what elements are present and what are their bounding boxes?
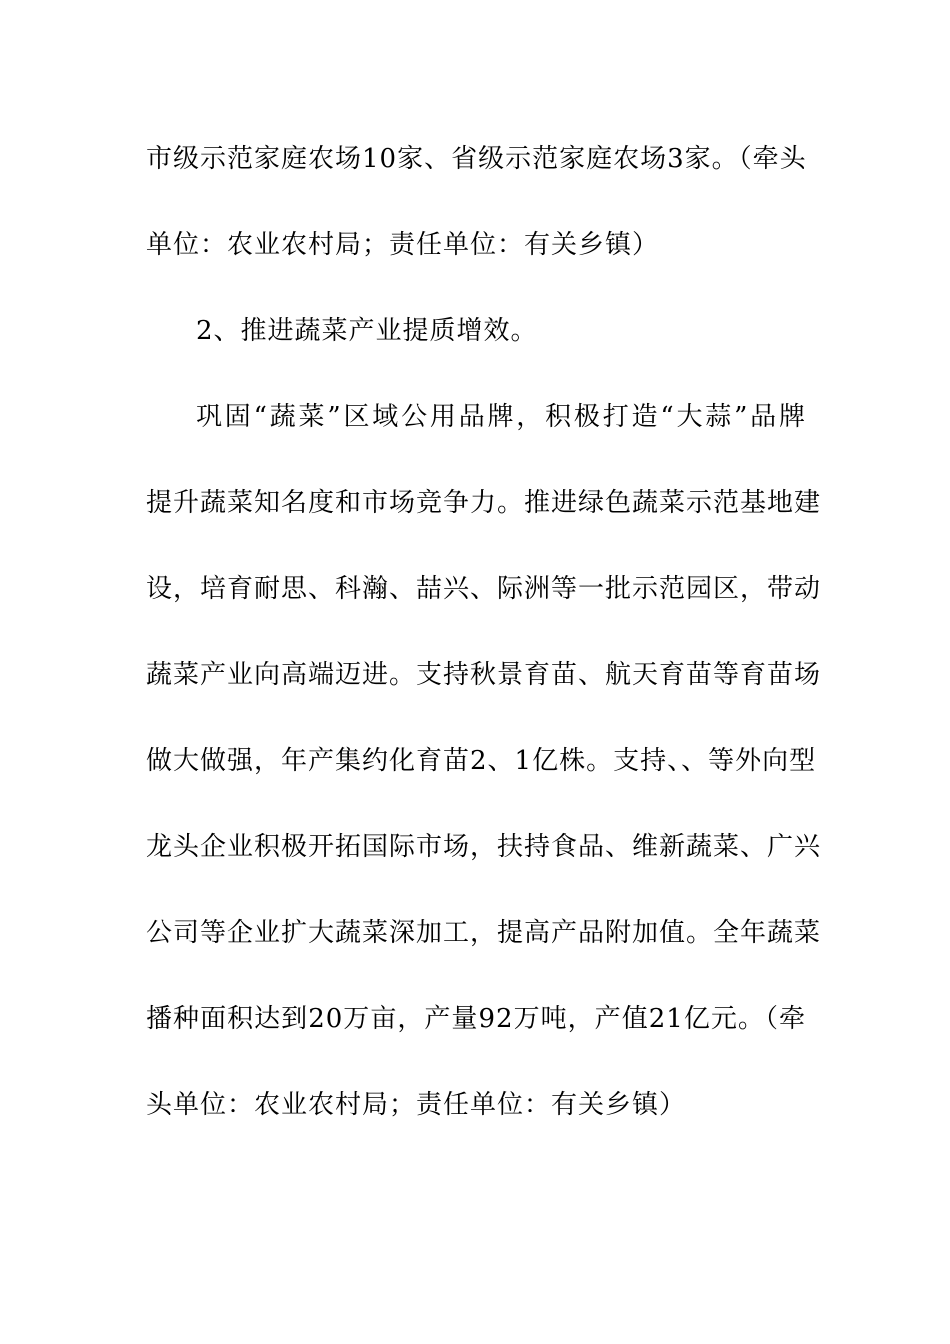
text-line: 做大做强，年产集约化育苗2、1亿株。支持、、等外向型 <box>146 746 817 776</box>
text-line: 巩固“蔬菜”区域公用品牌，积极打造“大蒜”品牌 <box>196 402 806 432</box>
text-line: 单位：农业农村局；责任单位：有关乡镇） <box>146 230 660 260</box>
text-line: 设，培育耐思、科瀚、喆兴、际洲等一批示范园区，带动 <box>146 574 822 604</box>
section-heading: 2、推进蔬菜产业提质增效。 <box>196 316 538 346</box>
text-line: 头单位：农业农村局；责任单位：有关乡镇） <box>146 1090 687 1120</box>
text-line: 公司等企业扩大蔬菜深加工，提高产品附加值。全年蔬菜 <box>146 918 822 948</box>
text-line: 龙头企业积极开拓国际市场，扶持食品、维新蔬菜、广兴 <box>146 832 822 862</box>
text-line: 提升蔬菜知名度和市场竞争力。推进绿色蔬菜示范基地建 <box>146 488 822 518</box>
text-line: 播种面积达到20万亩，产量92万吨，产值21亿元。（牵 <box>146 1004 806 1034</box>
text-line: 蔬菜产业向高端迈进。支持秋景育苗、航天育苗等育苗场 <box>146 660 822 690</box>
text-line: 市级示范家庭农场10家、省级示范家庭农场3家。（牵头 <box>146 144 807 174</box>
